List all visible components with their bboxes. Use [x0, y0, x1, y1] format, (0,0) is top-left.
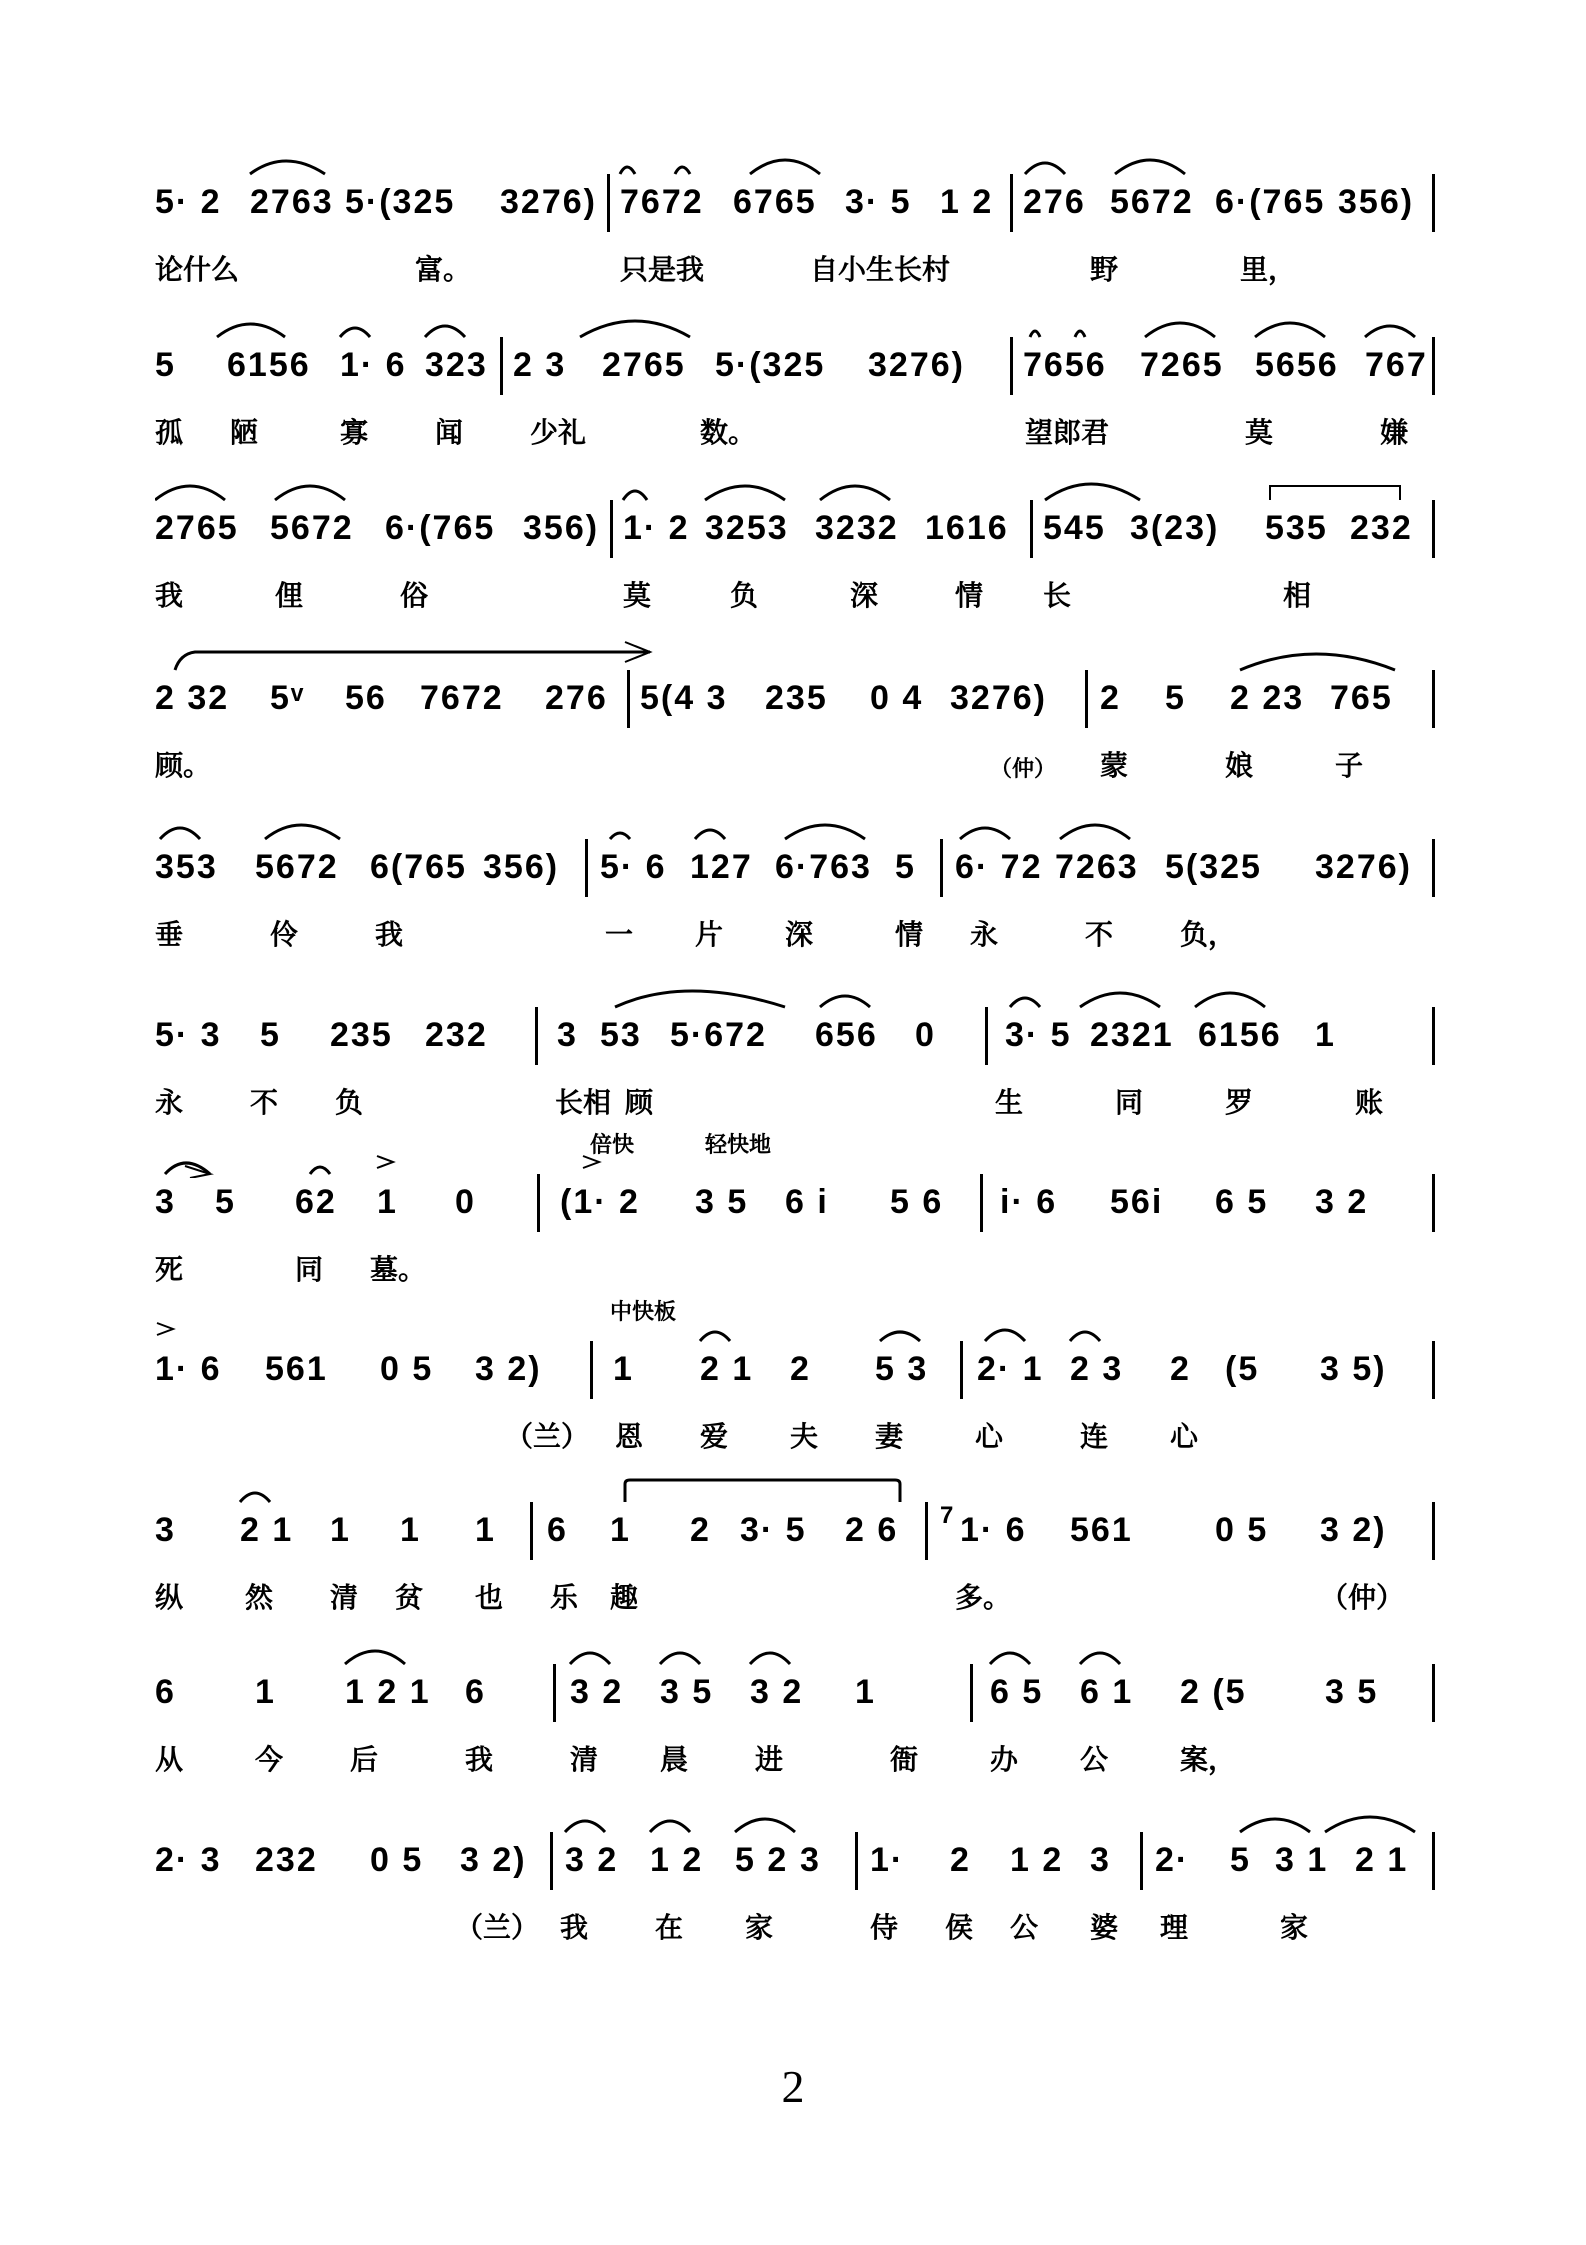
lyric: 深: [785, 918, 814, 951]
lyric: 莫: [623, 579, 652, 612]
lyric: 数。: [700, 416, 757, 449]
note-group: 3: [800, 1841, 821, 1879]
note-group: 232: [425, 1016, 488, 1054]
slur-marks: [155, 1466, 1435, 1506]
lyric: 少礼: [530, 416, 587, 449]
note-group: 3 5: [1325, 1673, 1379, 1711]
lyric: 我: [465, 1743, 494, 1776]
note-group: 5672: [1110, 183, 1194, 221]
note-group: 2: [950, 1841, 971, 1879]
note-group: 5· 2: [155, 183, 222, 221]
note-group: 3 2: [1315, 1183, 1369, 1221]
lyric: 俚: [275, 579, 304, 612]
lyric: 连: [1080, 1420, 1109, 1453]
lyric: 多。: [955, 1581, 1012, 1614]
note-group: 5· 3: [155, 1016, 222, 1054]
note-group: 1 2: [1010, 1841, 1064, 1879]
note-group: 5· 6: [600, 848, 667, 886]
lyric: 夫: [790, 1420, 819, 1453]
lyric: 永: [155, 1086, 184, 1119]
note-group: 6(765: [370, 848, 467, 886]
note-group: 3 1: [1275, 1841, 1329, 1879]
lyric: 生: [995, 1086, 1024, 1119]
lyric: 公: [1080, 1743, 1109, 1776]
note-group: 5: [215, 1183, 236, 1221]
lyric: 进: [755, 1743, 784, 1776]
lyric: 子: [1335, 749, 1364, 782]
lyric: 野: [1090, 253, 1119, 286]
lyric: 负: [730, 579, 759, 612]
note-group: 7263: [1055, 848, 1139, 886]
note-group: 3 2: [570, 1673, 624, 1711]
note-group: 3232: [815, 509, 899, 547]
note-group: 2765: [602, 346, 686, 384]
note-group: 53: [600, 1016, 642, 1054]
note-group: 0: [915, 1016, 936, 1054]
note-group: 2 1: [1355, 1841, 1409, 1879]
lyric: 同: [295, 1253, 324, 1286]
lyric: 趣: [610, 1581, 639, 1614]
note-group: 56: [345, 679, 387, 717]
slur-marks: [155, 1305, 1435, 1345]
note-group: 6·(765: [1215, 183, 1326, 221]
bar-line: [530, 1502, 533, 1560]
note-group: 561: [265, 1350, 328, 1388]
note-group: 5: [155, 346, 176, 384]
bar-line: [535, 1007, 538, 1065]
note-group: 5: [1165, 679, 1186, 717]
lyric: 闻: [435, 416, 464, 449]
note-group: 3: [1090, 1841, 1111, 1879]
lyric: 家: [1280, 1911, 1309, 1944]
bar-line: [500, 337, 503, 395]
lyric: 案，: [1180, 1743, 1237, 1776]
lyric: 不: [1085, 918, 1114, 951]
note-group: 5(325: [1165, 848, 1262, 886]
note-group: 235: [330, 1016, 393, 1054]
note-group: i· 6: [1000, 1183, 1058, 1221]
note-group: 2: [1170, 1350, 1191, 1388]
lyric: 然: [245, 1581, 274, 1614]
note-group: 5672: [255, 848, 339, 886]
note-group: 5ᵛ: [270, 679, 306, 717]
lyric: 我: [375, 918, 404, 951]
lyric: 负: [335, 1086, 364, 1119]
lyric: 顾: [625, 1086, 654, 1119]
note-group: 3 2: [750, 1673, 804, 1711]
lyric: 俗: [400, 579, 429, 612]
lyric: 望郎君: [1025, 416, 1110, 449]
note-group: 56i: [1110, 1183, 1164, 1221]
note-group: 276: [1023, 183, 1086, 221]
note-group: 5·(325: [715, 346, 826, 384]
slur-marks: [155, 1628, 1435, 1668]
note-group: 356): [1338, 183, 1415, 221]
bar-line: [550, 1832, 553, 1890]
note-group: 232: [255, 1841, 318, 1879]
lyric: 陋: [230, 416, 259, 449]
note-group: 6·763: [775, 848, 872, 886]
note-group: 356): [523, 509, 600, 547]
note-group: 1 2: [650, 1841, 704, 1879]
lyric: 衙: [890, 1743, 919, 1776]
lyric: 一: [605, 918, 634, 951]
lyric-speaker: （仲）: [1320, 1581, 1405, 1614]
lyric: 墓。: [370, 1253, 427, 1286]
bar-line: [1432, 1341, 1435, 1399]
lyric: 孤: [155, 416, 184, 449]
bar-line: [590, 1341, 593, 1399]
note-group: 1: [610, 1511, 631, 1549]
note-group: 1: [855, 1673, 876, 1711]
note-group: 3 2): [1320, 1511, 1387, 1549]
note-group: (5: [1225, 1350, 1260, 1388]
note-group: 276: [545, 679, 608, 717]
bar-line: [1432, 839, 1435, 897]
lyric: 婆: [1090, 1911, 1119, 1944]
lyric: 长: [1043, 579, 1072, 612]
note-group: 3276): [950, 679, 1047, 717]
note-group: 3 5: [660, 1673, 714, 1711]
lyric: 深: [850, 579, 879, 612]
note-group: 3: [155, 1183, 176, 1221]
note-group: 5(4 3: [640, 679, 728, 717]
note-group: 6: [547, 1511, 568, 1549]
note-group: 1: [330, 1511, 351, 1549]
note-group: 2321: [1090, 1016, 1174, 1054]
note-group: 356): [483, 848, 560, 886]
note-group: 3(23): [1130, 509, 1220, 547]
note-group: 3 2: [565, 1841, 619, 1879]
note-group: 1: [475, 1511, 496, 1549]
slur-marks: [155, 803, 1435, 843]
lyric: 办: [990, 1743, 1019, 1776]
note-group: 7672: [620, 183, 704, 221]
score-system-1: [155, 180, 1435, 320]
lyric: 情: [955, 579, 984, 612]
note-group: 5672: [270, 509, 354, 547]
score-system-7: [155, 1133, 1435, 1320]
note-group: 1: [1315, 1016, 1336, 1054]
note-group: 3 2): [475, 1350, 542, 1388]
note-group: 3 2): [460, 1841, 527, 1879]
note-group: 6· 72: [955, 848, 1043, 886]
note-group: 656: [815, 1016, 878, 1054]
lyric: 娘: [1225, 749, 1254, 782]
lyric: 负，: [1180, 918, 1237, 951]
score-system-5: [155, 845, 1435, 985]
bar-line: [585, 839, 588, 897]
note-group: 1· 6: [340, 346, 407, 384]
lyric: 相: [1283, 579, 1312, 612]
lyric: 从: [155, 1743, 184, 1776]
note-group: 1: [400, 1511, 421, 1549]
lyric: 我: [560, 1911, 589, 1944]
note-group: 0 5: [1215, 1511, 1269, 1549]
lyric: 长相: [555, 1086, 612, 1119]
note-group: 3 5: [695, 1183, 749, 1221]
slur-marks: [155, 138, 1435, 178]
note-group: 0 5: [370, 1841, 424, 1879]
score-system-11: [155, 1838, 1435, 1978]
lyric-speaker: （兰）: [505, 1420, 590, 1453]
lyric: 妻: [875, 1420, 904, 1453]
note-group: 2763: [250, 183, 334, 221]
note-group: 1 2: [940, 183, 994, 221]
note-group: 5: [895, 848, 916, 886]
bar-line: [1030, 500, 1033, 558]
lyric: 晨: [660, 1743, 689, 1776]
lyric: 寡: [340, 416, 369, 449]
note-group: 6 5: [990, 1673, 1044, 1711]
lyric: 清: [330, 1581, 359, 1614]
note-group: 2 1: [240, 1511, 294, 1549]
bar-line: [1010, 174, 1013, 232]
note-group: 5·672: [670, 1016, 767, 1054]
slur-marks: [155, 301, 1435, 341]
score-system-3: [155, 506, 1435, 646]
note-group: 765: [1330, 679, 1393, 717]
note-group: (1· 2: [560, 1183, 640, 1221]
bar-line: [855, 1832, 858, 1890]
note-group: 2 32: [155, 679, 230, 717]
lyric: 乐: [550, 1581, 579, 1614]
note-group: 5·(325: [345, 183, 456, 221]
note-group: 353: [155, 848, 218, 886]
note-group: 3276): [1315, 848, 1412, 886]
lyric: 理: [1160, 1911, 1189, 1944]
note-group: 1: [613, 1350, 634, 1388]
lyric: 自小生长村: [810, 253, 951, 286]
note-group: 3276): [500, 183, 597, 221]
bar-line: [1432, 1174, 1435, 1232]
lyric: 同: [1115, 1086, 1144, 1119]
note-group: 323: [425, 346, 488, 384]
lyric: 片: [695, 918, 724, 951]
note-group: 2 1: [700, 1350, 754, 1388]
slur-marks: [155, 1138, 1435, 1178]
lyric: 嫌: [1380, 416, 1409, 449]
lyric: 不: [250, 1086, 279, 1119]
note-group: 2 (5: [1180, 1673, 1247, 1711]
note-group: 127: [690, 848, 753, 886]
bar-line: [1010, 337, 1013, 395]
note-group: 535: [1265, 509, 1328, 547]
lyric: 心: [1170, 1420, 1199, 1453]
note-group: 1· 6: [155, 1350, 222, 1388]
note-group: 2· 1: [977, 1350, 1044, 1388]
lyric: 我: [155, 579, 184, 612]
note-group: 0 5: [380, 1350, 434, 1388]
lyric: 爱: [700, 1420, 729, 1453]
note-group: 1: [255, 1673, 276, 1711]
note-group: 2: [1100, 679, 1121, 717]
note-group: 5656: [1255, 346, 1339, 384]
tempo-marking: 倍快: [590, 1133, 635, 1158]
note-group: 235: [765, 679, 828, 717]
bar-line: [537, 1174, 540, 1232]
note-group: 6765: [733, 183, 817, 221]
bar-line: [985, 1007, 988, 1065]
note-group: 1 2 1: [345, 1673, 431, 1711]
lyric: 公: [1010, 1911, 1039, 1944]
note-group: 6: [155, 1673, 176, 1711]
note-group: 1: [377, 1183, 398, 1221]
score-system-4: [155, 676, 1435, 816]
note-group: 6 1: [1080, 1673, 1134, 1711]
lyric: 侍: [870, 1911, 899, 1944]
bar-line: [980, 1174, 983, 1232]
note-group: 3253: [705, 509, 789, 547]
lyric: 富。: [415, 253, 472, 286]
note-group: 1616: [925, 509, 1009, 547]
lyric: 伶: [270, 918, 299, 951]
note-group: 2 6: [845, 1511, 899, 1549]
note-group: 3 5): [1320, 1350, 1387, 1388]
lyric: 蒙: [1100, 749, 1129, 782]
slur-marks: [155, 464, 1435, 504]
score-system-6: [155, 1013, 1435, 1153]
note-group: 6156: [1198, 1016, 1282, 1054]
score-system-2: [155, 343, 1435, 483]
note-group: 2: [790, 1350, 811, 1388]
bar-line: [1140, 1832, 1143, 1890]
lyric: 纵: [155, 1581, 184, 1614]
lyric: 只是我: [620, 253, 705, 286]
lyric: 顾。: [155, 749, 212, 782]
lyric: 死: [155, 1253, 184, 1286]
note-group: 5: [260, 1016, 281, 1054]
lyric: 心: [975, 1420, 1004, 1453]
note-group: 3· 5: [740, 1511, 807, 1549]
note-group: 6156: [227, 346, 311, 384]
slur-marks: [155, 634, 1435, 674]
note-group: 1· 2: [623, 509, 690, 547]
note-group: 2: [690, 1511, 711, 1549]
bar-line: [607, 174, 610, 232]
bar-line: [925, 1502, 928, 1560]
bar-line: [1432, 1832, 1435, 1890]
note-group: 2 3: [1070, 1350, 1124, 1388]
note-group: 5 3: [875, 1350, 929, 1388]
lyric: 莫: [1245, 416, 1274, 449]
note-group: 3276): [868, 346, 965, 384]
slur-marks: [155, 971, 1435, 1011]
slur-marks: [155, 1796, 1435, 1836]
note-group: 5 6: [890, 1183, 944, 1221]
lyric-speaker: （仲）: [990, 757, 1057, 782]
lyric: 恩: [615, 1420, 644, 1453]
note-group: 561: [1070, 1511, 1133, 1549]
note-group: 3: [557, 1016, 578, 1054]
note-group: 0 4: [870, 679, 924, 717]
note-group: 232: [1350, 509, 1413, 547]
note-group: 7656: [1023, 346, 1107, 384]
note-group: 6·(765: [385, 509, 496, 547]
note-group: 3: [155, 1511, 176, 1549]
lyric: 论什么: [155, 253, 240, 286]
note-group: 7672: [420, 679, 504, 717]
note-group: 7265: [1140, 346, 1224, 384]
note-group: 2·: [1155, 1841, 1190, 1879]
bar-line: [1432, 1502, 1435, 1560]
grace-note-7: 7: [940, 1502, 956, 1529]
tempo-marking: 中快板: [610, 1300, 677, 1325]
bar-line: [610, 500, 613, 558]
lyric: 后: [350, 1743, 379, 1776]
lyric: 账: [1355, 1086, 1384, 1119]
lyric: 里，: [1240, 253, 1297, 286]
note-group: 2· 3: [155, 1841, 222, 1879]
bar-line: [1085, 670, 1088, 728]
bar-line: [1432, 500, 1435, 558]
score-system-10: [155, 1670, 1435, 1810]
bar-line: [553, 1664, 556, 1722]
lyric: 也: [475, 1581, 504, 1614]
lyric-speaker: （兰）: [455, 1911, 540, 1944]
lyric: 今: [255, 1743, 284, 1776]
lyric: 贫: [395, 1581, 424, 1614]
note-group: 0: [455, 1183, 476, 1221]
note-group: 2 3: [513, 346, 567, 384]
bar-line: [1432, 670, 1435, 728]
note-group: 545: [1043, 509, 1106, 547]
lyric: 侯: [945, 1911, 974, 1944]
note-group: 1· 6: [960, 1511, 1027, 1549]
bar-line: [1432, 1007, 1435, 1065]
tempo-marking: 轻快地: [705, 1133, 772, 1158]
note-group: 1·: [870, 1841, 905, 1879]
lyric: 永: [970, 918, 999, 951]
note-group: 2 23: [1230, 679, 1305, 717]
bar-line: [627, 670, 630, 728]
bar-line: [960, 1341, 963, 1399]
note-group: 2765: [155, 509, 239, 547]
score-system-9: [155, 1502, 1435, 1648]
bar-line: [1432, 337, 1435, 395]
note-group: 6: [465, 1673, 486, 1711]
note-group: 767: [1365, 346, 1428, 384]
lyric: 清: [570, 1743, 599, 1776]
lyric: 在: [655, 1911, 684, 1944]
bar-line: [940, 839, 943, 897]
lyric: 情: [895, 918, 924, 951]
note-group: 3· 5: [1005, 1016, 1072, 1054]
bar-line: [970, 1664, 973, 1722]
note-group: 5: [1230, 1841, 1251, 1879]
page-number: 2: [781, 2061, 805, 2112]
bar-line: [1432, 174, 1435, 232]
lyric: 家: [745, 1911, 774, 1944]
lyric: 罗: [1225, 1086, 1254, 1119]
note-group: 3· 5: [845, 183, 912, 221]
note-group: 62: [295, 1183, 337, 1221]
note-group: 6 i: [785, 1183, 829, 1221]
bar-line: [1432, 1664, 1435, 1722]
note-group: 5 2: [735, 1841, 789, 1879]
lyric: 垂: [155, 918, 184, 951]
note-group: 6 5: [1215, 1183, 1269, 1221]
